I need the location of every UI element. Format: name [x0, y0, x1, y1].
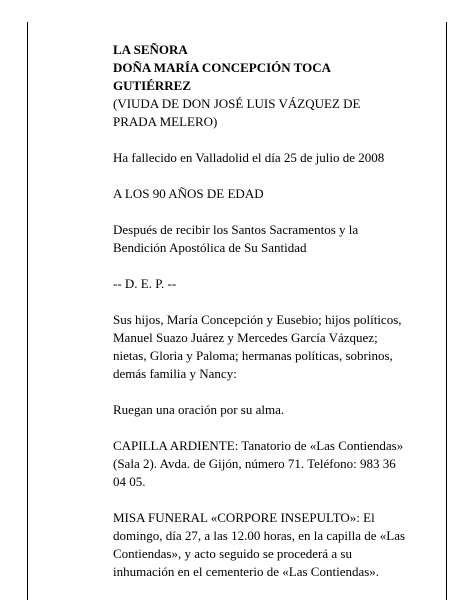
sacraments-line-1: Después de recibir los Santos Sacramentos y la — [113, 222, 359, 237]
mass-line-2: domingo, día 27, a las 12.00 horas, en la capilla de «Las — [113, 528, 406, 543]
left-border-line — [27, 22, 28, 600]
name-line-1: DOÑA MARÍA CONCEPCIÓN TOCA — [113, 60, 332, 75]
rip-paragraph — [113, 275, 413, 293]
age-text: A LOS 90 AÑOS DE EDAD — [113, 186, 264, 201]
mass-paragraph — [113, 509, 413, 581]
chapel-line-2: (Sala 2). Avda. de Gijón, número 71. Teléfono: 983 36 — [113, 456, 396, 471]
sacraments-line-2: Bendición Apostólica de Su Santidad — [113, 240, 307, 255]
name-line-2: GUTIÉRREZ — [113, 78, 192, 93]
death-text: Ha fallecido en Valladolid el día 25 de julio de 2008 — [113, 150, 385, 165]
prayer-text: Ruegan una oración por su alma. — [113, 402, 285, 417]
family-line-4: demás familia y Nancy: — [113, 366, 237, 381]
right-border-line — [446, 22, 447, 600]
death-paragraph — [113, 149, 413, 167]
prayer-paragraph — [113, 401, 413, 419]
chapel-line-1: CAPILLA ARDIENTE: Tanatorio de «Las Contiendas» — [113, 438, 404, 453]
family-line-3: nietas, Gloria y Paloma; hermanas políticas, sobrinos, — [113, 348, 393, 363]
family-paragraph — [113, 311, 413, 383]
chapel-line-3: 04 05. — [113, 474, 146, 489]
sacraments-paragraph — [113, 221, 413, 257]
obituary-notice — [113, 41, 413, 599]
widow-line-2: PRADA MELERO) — [113, 114, 218, 129]
mass-line-3: Contiendas», y acto seguido se procederá a su — [113, 546, 352, 561]
chapel-paragraph — [113, 437, 413, 491]
family-line-2: Manuel Suazo Juárez y Mercedes García Vázquez; — [113, 330, 378, 345]
deceased-header — [113, 41, 413, 131]
widow-line-1: (VIUDA DE DON JOSÉ LUIS VÁZQUEZ DE — [113, 96, 361, 111]
mass-line-1: MISA FUNERAL «CORPORE INSEPULTO»: El — [113, 510, 375, 525]
rip-text: -- D. E. P. -- — [113, 276, 177, 291]
family-line-1: Sus hijos, María Concepción y Eusebio; hijos políticos, — [113, 312, 402, 327]
title-line: LA SEÑORA — [113, 42, 188, 57]
mass-line-4: inhumación en el cementerio de «Las Contiendas». — [113, 564, 380, 579]
age-paragraph — [113, 185, 413, 203]
